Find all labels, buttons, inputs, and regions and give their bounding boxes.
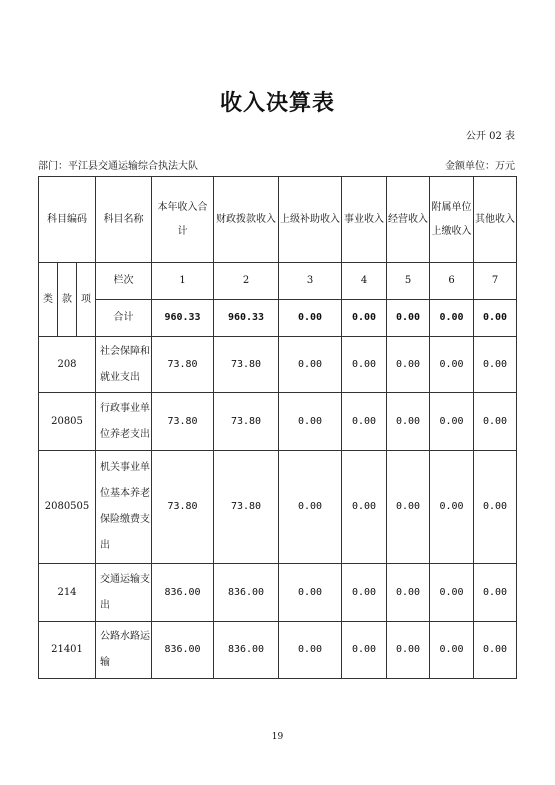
header-heji: 合计 <box>96 300 152 337</box>
value-cell: 73.80 <box>152 393 214 451</box>
total-cell: 0.00 <box>342 300 387 337</box>
value-cell: 73.80 <box>214 451 279 564</box>
amount-unit-label: 金额单位：万元 <box>445 161 515 172</box>
total-cell: 0.00 <box>430 300 474 337</box>
table-row <box>39 393 517 451</box>
income-table <box>38 176 517 679</box>
value-cell: 0.00 <box>342 393 387 451</box>
header-code: 科目编码 <box>39 177 96 263</box>
value-cell: 0.00 <box>474 393 517 451</box>
totals-row <box>39 300 517 337</box>
header-xiang: 项 <box>77 263 96 337</box>
subject-name: 机关事业单位基本养老保险缴费支出 <box>96 451 152 564</box>
value-cell: 73.80 <box>214 337 279 393</box>
table-row <box>39 337 517 393</box>
page-title: 收入决算表 <box>219 91 335 116</box>
value-cell: 0.00 <box>430 451 474 564</box>
col-number: 5 <box>387 263 430 300</box>
col-number: 2 <box>214 263 279 300</box>
subject-code: 20805 <box>39 393 96 451</box>
value-cell: 836.00 <box>152 564 214 622</box>
header-operating: 经营收入 <box>387 177 430 263</box>
form-number: 公开 02 表 <box>465 131 515 142</box>
header-lanci: 栏次 <box>96 263 152 300</box>
value-cell: 0.00 <box>430 337 474 393</box>
total-cell: 960.33 <box>214 300 279 337</box>
subject-name: 行政事业单位养老支出 <box>96 393 152 451</box>
total-cell: 0.00 <box>474 300 517 337</box>
header-row <box>39 177 517 263</box>
value-cell: 0.00 <box>430 564 474 622</box>
value-cell: 0.00 <box>342 622 387 679</box>
total-cell: 0.00 <box>279 300 342 337</box>
value-cell: 0.00 <box>279 564 342 622</box>
value-cell: 0.00 <box>430 393 474 451</box>
page-number: 19 <box>271 732 284 742</box>
header-upper: 上级补助收入 <box>279 177 342 263</box>
value-cell: 0.00 <box>387 622 430 679</box>
value-cell: 0.00 <box>342 337 387 393</box>
value-cell: 73.80 <box>214 393 279 451</box>
table-row <box>39 564 517 622</box>
table-row <box>39 622 517 679</box>
subject-code: 2080505 <box>39 451 96 564</box>
col-number: 7 <box>474 263 517 300</box>
value-cell: 0.00 <box>474 622 517 679</box>
header-kuan: 款 <box>58 263 77 337</box>
table-row <box>39 451 517 564</box>
value-cell: 0.00 <box>279 622 342 679</box>
subject-code: 21401 <box>39 622 96 679</box>
header-total: 本年收入合计 <box>152 177 214 263</box>
header-name: 科目名称 <box>96 177 152 263</box>
value-cell: 0.00 <box>474 451 517 564</box>
value-cell: 0.00 <box>474 337 517 393</box>
value-cell: 0.00 <box>387 337 430 393</box>
value-cell: 836.00 <box>214 622 279 679</box>
value-cell: 0.00 <box>279 337 342 393</box>
col-number: 1 <box>152 263 214 300</box>
header-lei: 类 <box>39 263 58 337</box>
value-cell: 836.00 <box>152 622 214 679</box>
value-cell: 73.80 <box>152 451 214 564</box>
subject-name: 公路水路运输 <box>96 622 152 679</box>
total-cell: 960.33 <box>152 300 214 337</box>
value-cell: 73.80 <box>152 337 214 393</box>
col-number: 4 <box>342 263 387 300</box>
value-cell: 0.00 <box>279 393 342 451</box>
subject-code: 214 <box>39 564 96 622</box>
value-cell: 0.00 <box>387 564 430 622</box>
subject-name: 社会保障和就业支出 <box>96 337 152 393</box>
value-cell: 0.00 <box>342 564 387 622</box>
header-business: 事业收入 <box>342 177 387 263</box>
col-number: 3 <box>279 263 342 300</box>
header-affiliated: 附属单位上缴收入 <box>430 177 474 263</box>
value-cell: 0.00 <box>430 622 474 679</box>
total-cell: 0.00 <box>387 300 430 337</box>
value-cell: 0.00 <box>342 451 387 564</box>
value-cell: 0.00 <box>387 393 430 451</box>
subject-code: 208 <box>39 337 96 393</box>
column-number-row <box>39 263 517 300</box>
value-cell: 0.00 <box>387 451 430 564</box>
value-cell: 0.00 <box>474 564 517 622</box>
value-cell: 0.00 <box>279 451 342 564</box>
header-fiscal: 财政拨款收入 <box>214 177 279 263</box>
col-number: 6 <box>430 263 474 300</box>
department-label: 部门：平江县交通运输综合执法大队 <box>38 161 198 172</box>
header-other: 其他收入 <box>474 177 517 263</box>
value-cell: 836.00 <box>214 564 279 622</box>
subject-name: 交通运输支出 <box>96 564 152 622</box>
